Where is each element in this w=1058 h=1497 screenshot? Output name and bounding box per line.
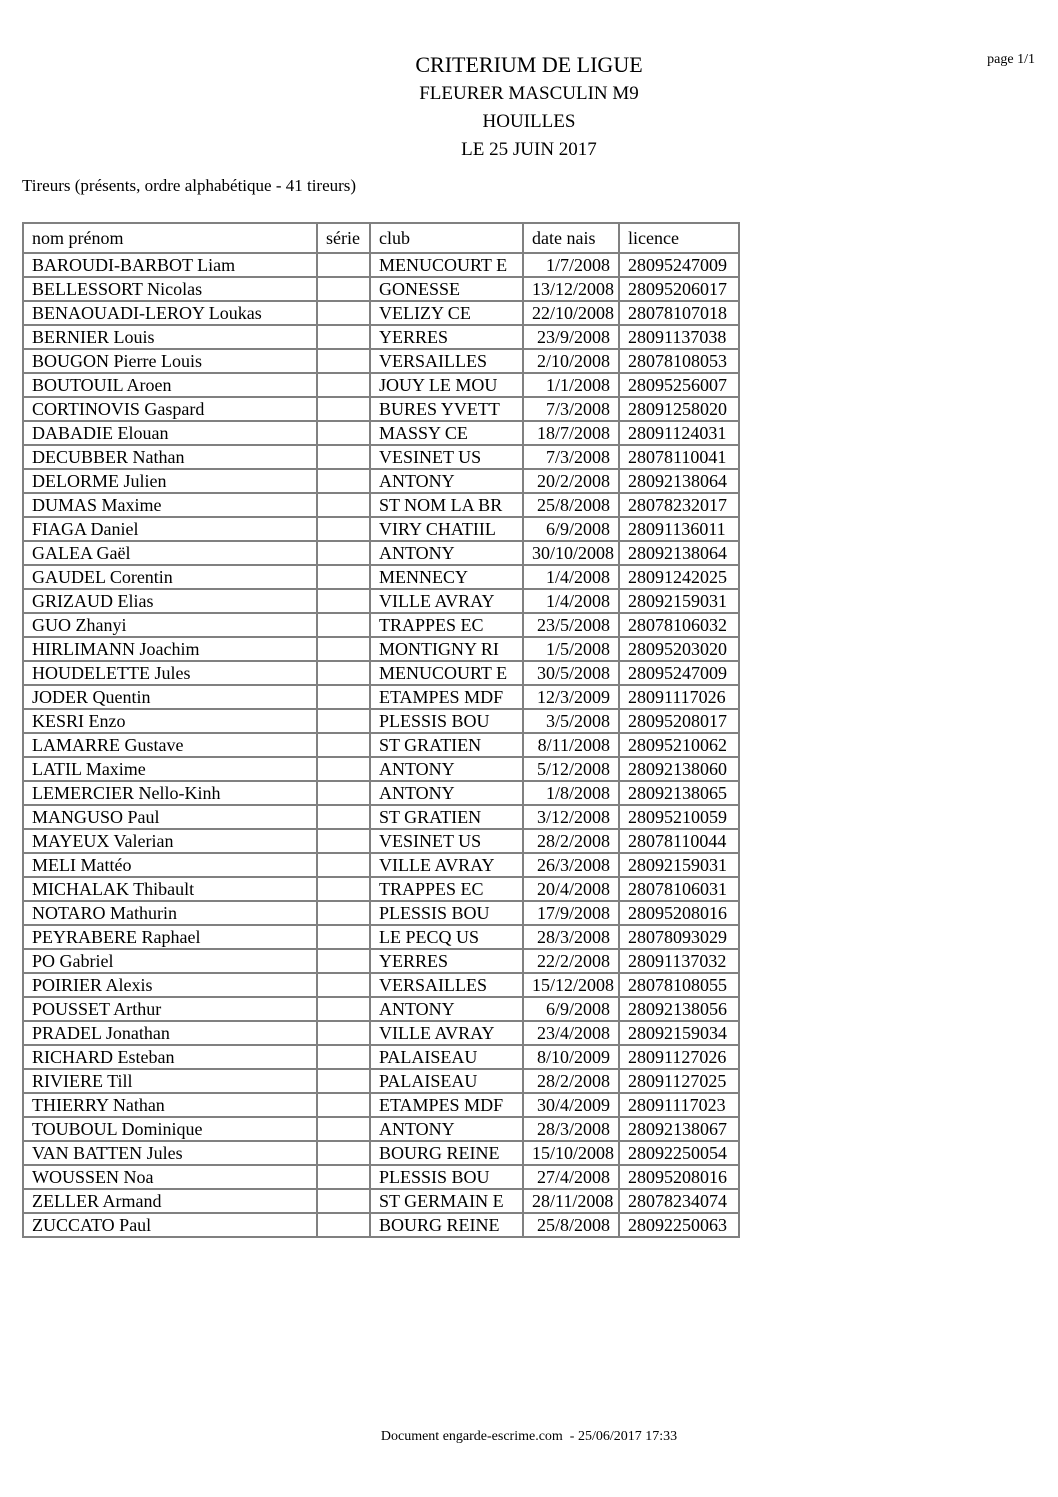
table-row (23, 1117, 739, 1141)
cell-date-nais: 13/12/2008 (523, 277, 619, 301)
cell-club: PLESSIS BOU (370, 901, 523, 925)
cell-name: POUSSET Arthur (23, 997, 317, 1021)
cell-name: LATIL Maxime (23, 757, 317, 781)
table-row (23, 517, 739, 541)
table-row (23, 469, 739, 493)
table-row (23, 541, 739, 565)
cell-serie (317, 1117, 370, 1141)
cell-serie (317, 1045, 370, 1069)
cell-name: PEYRABERE Raphael (23, 925, 317, 949)
cell-date-nais: 22/2/2008 (523, 949, 619, 973)
column-header-name: nom prénom (23, 223, 317, 253)
cell-name: DELORME Julien (23, 469, 317, 493)
cell-licence: 28092159034 (619, 1021, 739, 1045)
cell-club: MENUCOURT E (370, 253, 523, 277)
table-row (23, 637, 739, 661)
table-row (23, 901, 739, 925)
table-row (23, 421, 739, 445)
cell-club: ST GRATIEN (370, 733, 523, 757)
column-header-serie: série (317, 223, 370, 253)
table-row (23, 613, 739, 637)
cell-licence: 28092138060 (619, 757, 739, 781)
table-row (23, 1213, 739, 1237)
cell-licence: 28078107018 (619, 301, 739, 325)
cell-name: GRIZAUD Elias (23, 589, 317, 613)
cell-date-nais: 23/5/2008 (523, 613, 619, 637)
cell-name: MICHALAK Thibault (23, 877, 317, 901)
cell-serie (317, 373, 370, 397)
cell-licence: 28091117023 (619, 1093, 739, 1117)
cell-serie (317, 493, 370, 517)
cell-name: HIRLIMANN Joachim (23, 637, 317, 661)
cell-serie (317, 517, 370, 541)
cell-club: ETAMPES MDF (370, 1093, 523, 1117)
table-row (23, 877, 739, 901)
table-row (23, 949, 739, 973)
table-row (23, 997, 739, 1021)
table-header-row (23, 223, 739, 253)
table-row (23, 709, 739, 733)
cell-name: GAUDEL Corentin (23, 565, 317, 589)
cell-name: TOUBOUL Dominique (23, 1117, 317, 1141)
title-location: HOUILLES (482, 111, 576, 132)
table-row (23, 805, 739, 829)
cell-date-nais: 15/12/2008 (523, 973, 619, 997)
cell-name: DABADIE Elouan (23, 421, 317, 445)
cell-date-nais: 28/3/2008 (523, 925, 619, 949)
cell-date-nais: 7/3/2008 (523, 445, 619, 469)
cell-date-nais: 20/4/2008 (523, 877, 619, 901)
cell-club: ANTONY (370, 541, 523, 565)
cell-date-nais: 23/9/2008 (523, 325, 619, 349)
cell-serie (317, 1069, 370, 1093)
table-row (23, 373, 739, 397)
table-row (23, 1045, 739, 1069)
cell-licence: 28091136011 (619, 517, 739, 541)
cell-name: HOUDELETTE Jules (23, 661, 317, 685)
cell-club: TRAPPES EC (370, 877, 523, 901)
cell-name: PO Gabriel (23, 949, 317, 973)
cell-date-nais: 5/12/2008 (523, 757, 619, 781)
table-row (23, 277, 739, 301)
cell-date-nais: 7/3/2008 (523, 397, 619, 421)
cell-club: PLESSIS BOU (370, 1165, 523, 1189)
cell-serie (317, 397, 370, 421)
cell-club: VESINET US (370, 445, 523, 469)
cell-licence: 28095208016 (619, 901, 739, 925)
cell-date-nais: 26/3/2008 (523, 853, 619, 877)
cell-serie (317, 541, 370, 565)
cell-club: VILLE AVRAY (370, 853, 523, 877)
cell-date-nais: 20/2/2008 (523, 469, 619, 493)
section-label-tireurs: Tireurs (présents, ordre alphabétique - 41 tireurs) (22, 176, 357, 195)
table-row (23, 1021, 739, 1045)
cell-date-nais: 12/3/2009 (523, 685, 619, 709)
document-header (0, 0, 1058, 164)
table-row (23, 685, 739, 709)
cell-club: MONTIGNY RI (370, 637, 523, 661)
cell-name: WOUSSEN Noa (23, 1165, 317, 1189)
cell-licence: 28091117026 (619, 685, 739, 709)
cell-serie (317, 661, 370, 685)
cell-licence: 28092138067 (619, 1117, 739, 1141)
cell-name: GALEA Gaël (23, 541, 317, 565)
cell-serie (317, 1165, 370, 1189)
cell-serie (317, 1213, 370, 1237)
cell-licence: 28091258020 (619, 397, 739, 421)
cell-licence: 28092159031 (619, 589, 739, 613)
cell-licence: 28095208016 (619, 1165, 739, 1189)
cell-name: DUMAS Maxime (23, 493, 317, 517)
cell-licence: 28095203020 (619, 637, 739, 661)
cell-name: RICHARD Esteban (23, 1045, 317, 1069)
cell-serie (317, 277, 370, 301)
cell-serie (317, 1021, 370, 1045)
cell-date-nais: 1/8/2008 (523, 781, 619, 805)
cell-licence: 28091137038 (619, 325, 739, 349)
cell-name: BAROUDI-BARBOT Liam (23, 253, 317, 277)
table-row (23, 325, 739, 349)
cell-licence: 28078106032 (619, 613, 739, 637)
cell-club: BOURG REINE (370, 1141, 523, 1165)
cell-club: BURES YVETT (370, 397, 523, 421)
cell-serie (317, 949, 370, 973)
table-row (23, 853, 739, 877)
cell-licence: 28091242025 (619, 565, 739, 589)
cell-name: BENAOUADI-LEROY Loukas (23, 301, 317, 325)
cell-name: ZELLER Armand (23, 1189, 317, 1213)
cell-serie (317, 973, 370, 997)
cell-name: ZUCCATO Paul (23, 1213, 317, 1237)
cell-date-nais: 30/10/2008 (523, 541, 619, 565)
table-row (23, 781, 739, 805)
cell-date-nais: 2/10/2008 (523, 349, 619, 373)
table-row (23, 397, 739, 421)
cell-date-nais: 17/9/2008 (523, 901, 619, 925)
cell-date-nais: 3/12/2008 (523, 805, 619, 829)
table-row (23, 661, 739, 685)
table-row (23, 1093, 739, 1117)
cell-club: ST GERMAIN E (370, 1189, 523, 1213)
cell-licence: 28095206017 (619, 277, 739, 301)
cell-licence: 28095247009 (619, 253, 739, 277)
cell-date-nais: 28/3/2008 (523, 1117, 619, 1141)
cell-club: JOUY LE MOU (370, 373, 523, 397)
cell-club: BOURG REINE (370, 1213, 523, 1237)
cell-name: FIAGA Daniel (23, 517, 317, 541)
cell-name: POIRIER Alexis (23, 973, 317, 997)
cell-licence: 28078110044 (619, 829, 739, 853)
cell-name: GUO Zhanyi (23, 613, 317, 637)
cell-name: PRADEL Jonathan (23, 1021, 317, 1045)
cell-date-nais: 30/5/2008 (523, 661, 619, 685)
cell-serie (317, 613, 370, 637)
cell-licence: 28078108053 (619, 349, 739, 373)
cell-club: VELIZY CE (370, 301, 523, 325)
cell-serie (317, 877, 370, 901)
cell-name: BOUTOUIL Aroen (23, 373, 317, 397)
table-row (23, 1165, 739, 1189)
cell-serie (317, 589, 370, 613)
cell-date-nais: 25/8/2008 (523, 1213, 619, 1237)
cell-name: VAN BATTEN Jules (23, 1141, 317, 1165)
cell-licence: 28095256007 (619, 373, 739, 397)
cell-club: PLESSIS BOU (370, 709, 523, 733)
cell-date-nais: 1/1/2008 (523, 373, 619, 397)
cell-name: BELLESSORT Nicolas (23, 277, 317, 301)
cell-date-nais: 22/10/2008 (523, 301, 619, 325)
cell-serie (317, 1141, 370, 1165)
cell-club: ETAMPES MDF (370, 685, 523, 709)
cell-licence: 28078108055 (619, 973, 739, 997)
cell-date-nais: 8/11/2008 (523, 733, 619, 757)
cell-club: ANTONY (370, 757, 523, 781)
cell-serie (317, 565, 370, 589)
cell-serie (317, 421, 370, 445)
table-row (23, 1141, 739, 1165)
cell-date-nais: 1/7/2008 (523, 253, 619, 277)
cell-club: LE PECQ US (370, 925, 523, 949)
cell-name: BOUGON Pierre Louis (23, 349, 317, 373)
cell-date-nais: 6/9/2008 (523, 997, 619, 1021)
cell-serie (317, 685, 370, 709)
table-row (23, 1069, 739, 1093)
cell-name: LAMARRE Gustave (23, 733, 317, 757)
cell-licence: 28091137032 (619, 949, 739, 973)
cell-licence: 28078110041 (619, 445, 739, 469)
cell-club: YERRES (370, 949, 523, 973)
cell-club: PALAISEAU (370, 1069, 523, 1093)
cell-club: ANTONY (370, 781, 523, 805)
cell-club: YERRES (370, 325, 523, 349)
document-footer: Document engarde-escrime.com - 25/06/2017 17:33 (380, 1429, 678, 1444)
cell-date-nais: 30/4/2009 (523, 1093, 619, 1117)
cell-serie (317, 301, 370, 325)
cell-date-nais: 1/4/2008 (523, 589, 619, 613)
table-row (23, 829, 739, 853)
cell-name: CORTINOVIS Gaspard (23, 397, 317, 421)
table-row (23, 253, 739, 277)
cell-licence: 28078093029 (619, 925, 739, 949)
title-competition: CRITERIUM DE LIGUE (415, 52, 643, 77)
cell-serie (317, 925, 370, 949)
cell-name: MAYEUX Valerian (23, 829, 317, 853)
table-row (23, 301, 739, 325)
cell-date-nais: 18/7/2008 (523, 421, 619, 445)
cell-serie (317, 901, 370, 925)
cell-serie (317, 805, 370, 829)
cell-licence: 28078232017 (619, 493, 739, 517)
cell-licence: 28091127025 (619, 1069, 739, 1093)
table-row (23, 973, 739, 997)
table-row (23, 925, 739, 949)
cell-serie (317, 709, 370, 733)
cell-licence: 28092138065 (619, 781, 739, 805)
cell-club: VERSAILLES (370, 973, 523, 997)
table-row (23, 349, 739, 373)
cell-licence: 28091124031 (619, 421, 739, 445)
cell-serie (317, 1189, 370, 1213)
cell-serie (317, 733, 370, 757)
cell-club: VIRY CHATIIL (370, 517, 523, 541)
cell-club: ST NOM LA BR (370, 493, 523, 517)
cell-licence: 28092250054 (619, 1141, 739, 1165)
cell-club: ANTONY (370, 469, 523, 493)
cell-club: ANTONY (370, 1117, 523, 1141)
cell-serie (317, 637, 370, 661)
table-row (23, 565, 739, 589)
cell-date-nais: 6/9/2008 (523, 517, 619, 541)
table-row (23, 445, 739, 469)
cell-date-nais: 23/4/2008 (523, 1021, 619, 1045)
cell-licence: 28095210059 (619, 805, 739, 829)
page-number: page 1/1 (987, 52, 1035, 67)
cell-club: ST GRATIEN (370, 805, 523, 829)
cell-name: RIVIERE Till (23, 1069, 317, 1093)
cell-licence: 28095208017 (619, 709, 739, 733)
column-header-date-nais: date nais (523, 223, 619, 253)
cell-name: THIERRY Nathan (23, 1093, 317, 1117)
table-row (23, 733, 739, 757)
cell-licence: 28092138056 (619, 997, 739, 1021)
fencers-table (22, 222, 740, 1238)
cell-serie (317, 997, 370, 1021)
fencer-table-body (23, 253, 739, 1237)
cell-name: MANGUSO Paul (23, 805, 317, 829)
cell-date-nais: 28/2/2008 (523, 1069, 619, 1093)
cell-serie (317, 853, 370, 877)
cell-licence: 28091127026 (619, 1045, 739, 1069)
cell-club: MASSY CE (370, 421, 523, 445)
cell-serie (317, 1093, 370, 1117)
table-row (23, 493, 739, 517)
cell-serie (317, 253, 370, 277)
cell-date-nais: 28/2/2008 (523, 829, 619, 853)
cell-licence: 28092159031 (619, 853, 739, 877)
cell-name: MELI Mattéo (23, 853, 317, 877)
cell-name: BERNIER Louis (23, 325, 317, 349)
cell-date-nais: 1/4/2008 (523, 565, 619, 589)
cell-licence: 28092138064 (619, 469, 739, 493)
cell-club: ANTONY (370, 997, 523, 1021)
cell-club: VERSAILLES (370, 349, 523, 373)
cell-serie (317, 325, 370, 349)
cell-name: KESRI Enzo (23, 709, 317, 733)
cell-licence: 28095210062 (619, 733, 739, 757)
column-header-licence: licence (619, 223, 739, 253)
cell-date-nais: 28/11/2008 (523, 1189, 619, 1213)
column-header-club: club (370, 223, 523, 253)
cell-serie (317, 757, 370, 781)
cell-serie (317, 349, 370, 373)
cell-club: VILLE AVRAY (370, 589, 523, 613)
cell-date-nais: 3/5/2008 (523, 709, 619, 733)
cell-licence: 28095247009 (619, 661, 739, 685)
cell-club: PALAISEAU (370, 1045, 523, 1069)
cell-date-nais: 27/4/2008 (523, 1165, 619, 1189)
cell-club: MENNECY (370, 565, 523, 589)
cell-serie (317, 469, 370, 493)
cell-serie (317, 781, 370, 805)
cell-club: TRAPPES EC (370, 613, 523, 637)
cell-date-nais: 25/8/2008 (523, 493, 619, 517)
cell-date-nais: 8/10/2009 (523, 1045, 619, 1069)
cell-date-nais: 1/5/2008 (523, 637, 619, 661)
cell-name: NOTARO Mathurin (23, 901, 317, 925)
table-row (23, 589, 739, 613)
cell-club: MENUCOURT E (370, 661, 523, 685)
cell-club: VESINET US (370, 829, 523, 853)
cell-licence: 28092138064 (619, 541, 739, 565)
title-date: LE 25 JUIN 2017 (461, 139, 597, 160)
cell-club: VILLE AVRAY (370, 1021, 523, 1045)
cell-name: JODER Quentin (23, 685, 317, 709)
cell-licence: 28078234074 (619, 1189, 739, 1213)
cell-name: LEMERCIER Nello-Kinh (23, 781, 317, 805)
table-row (23, 757, 739, 781)
cell-name: DECUBBER Nathan (23, 445, 317, 469)
title-weapon-category: FLEURER MASCULIN M9 (419, 83, 639, 104)
table-row (23, 1189, 739, 1213)
cell-club: GONESSE (370, 277, 523, 301)
cell-licence: 28092250063 (619, 1213, 739, 1237)
cell-serie (317, 829, 370, 853)
cell-serie (317, 445, 370, 469)
cell-licence: 28078106031 (619, 877, 739, 901)
cell-date-nais: 15/10/2008 (523, 1141, 619, 1165)
